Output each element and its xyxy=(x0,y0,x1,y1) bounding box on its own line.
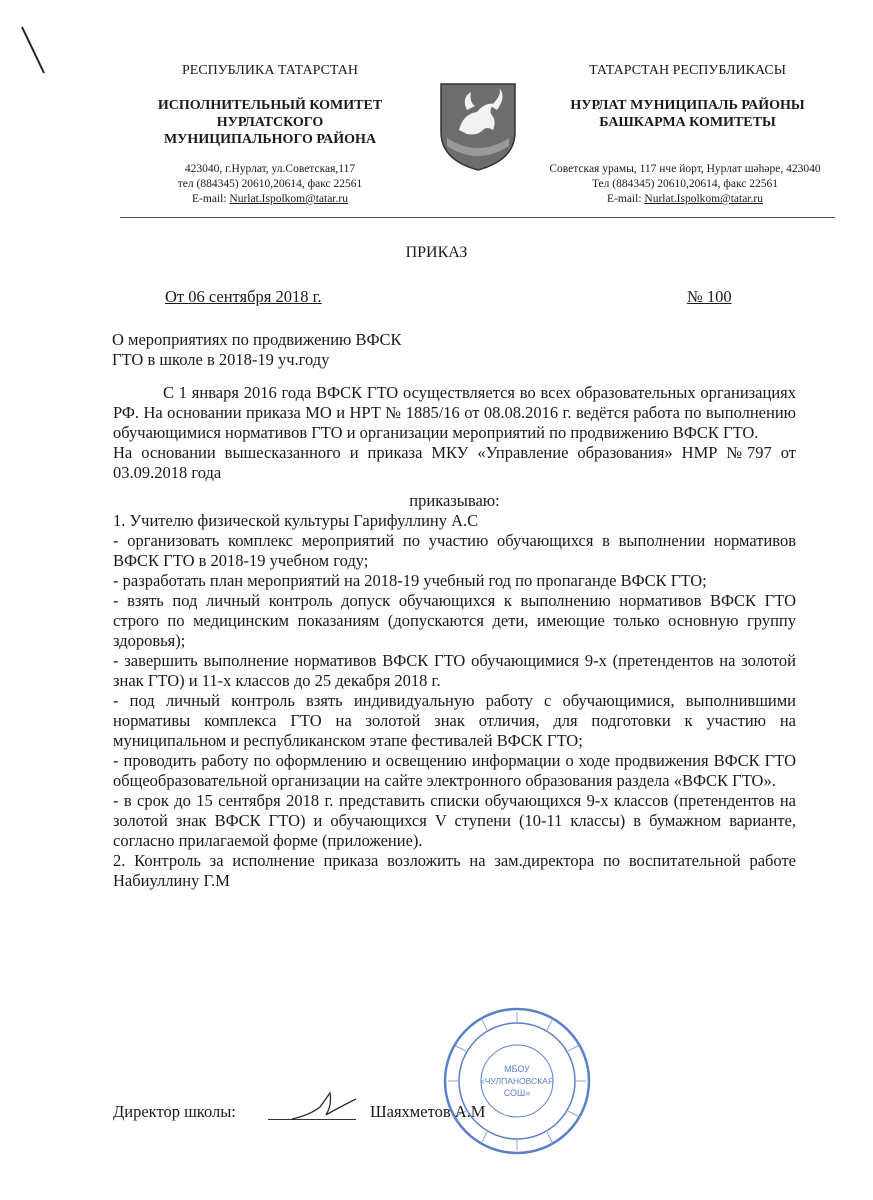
item-1-point: - в срок до 15 сентября 2018 г. представить списки обучающихся 9-х классов (претендентов на золотой знак ВФСК ГТО) и обучающихся V ступени (10-11 классы) в бумажном варианте, согласно прилагаемой форме (приложение). xyxy=(113,791,796,850)
order-body xyxy=(113,383,796,891)
order-subject xyxy=(112,330,402,370)
stamp-line-1: МБОУ xyxy=(504,1064,530,1074)
school-stamp xyxy=(442,1006,592,1156)
right-org-line-2: БАШКАРМА КОМИТЕТЫ xyxy=(599,115,776,130)
subject-line-2: ГТО в школе в 2018-19 уч.году xyxy=(112,350,330,369)
item-1-point: - организовать комплекс мероприятий по участию обучающихся в выполнении нормативов ВФСК ГТО в 2018-19 учебном году; xyxy=(113,531,796,570)
left-email-label: E-mail: xyxy=(192,193,230,205)
document-title: ПРИКАЗ xyxy=(405,244,468,261)
left-email-line xyxy=(120,192,420,207)
item-1-point: - разработать план мероприятий на 2018-19 учебный год по пропаганде ВФСК ГТО; xyxy=(113,571,707,590)
order-date: От 06 сентября 2018 г. xyxy=(165,287,322,306)
left-address: 423040, г.Нурлат, ул.Советская,117 xyxy=(184,163,356,175)
item-2: 2. Контроль за исполнение приказа возложить на зам.директора по воспитательной работе Набиуллину Г.М xyxy=(113,851,796,890)
left-contacts xyxy=(120,162,420,207)
left-org-line-1: ИСПОЛНИТЕЛЬНЫЙ КОМИТЕТ xyxy=(157,98,383,113)
item-1-point: - взять под личный контроль допуск обучающихся к выполнению нормативов ВФСК ГТО строго по медицинским показаниям (допускаются дети, имеющие только основную группу здоровья); xyxy=(113,591,796,650)
left-email-link[interactable]: Nurlat.Ispolkom@tatar.ru xyxy=(229,193,348,205)
stamp-line-3: СОШ» xyxy=(503,1088,531,1098)
left-phone: тел (884345) 20610,20614, факс 22561 xyxy=(177,178,363,190)
left-org-line-3: МУНИЦИПАЛЬНОГО РАЙОНА xyxy=(163,132,377,147)
right-org-line-1: НУРЛАТ МУНИЦИПАЛЬ РАЙОНЫ xyxy=(570,98,805,113)
left-org-line-2: НУРЛАТСКОГО xyxy=(216,115,324,130)
signature-name: Шаяхметов А.М xyxy=(370,1102,486,1121)
signature-label: Директор школы: xyxy=(113,1102,236,1121)
item-1-point: - проводить работу по оформлению и освещению информации о ходе продвижения ВФСК ГТО общеобразовательной организации на сайте электронного образования раздела «ВФСК ГТО». xyxy=(113,751,796,790)
handwritten-signature xyxy=(290,1085,360,1125)
item-1-point: - завершить выполнение нормативов ВФСК ГТО обучающимися 9-х (претендентов на золотой знак ГТО) и 11-х классов до 25 декабря 2018 г. xyxy=(113,651,796,690)
right-republic: ТАТАРСТАН РЕСПУБЛИКАСЫ xyxy=(589,63,786,78)
stamp-line-2: «ЧУЛПАНОВСКАЯ xyxy=(480,1076,554,1086)
right-address: Советская урамы, 117 нче йорт, Нурлат шәһәре, 423040 xyxy=(549,163,821,175)
right-org xyxy=(535,97,840,131)
left-republic: РЕСПУБЛИКА ТАТАРСТАН xyxy=(181,63,358,78)
right-email-link[interactable]: Nurlat.Ispolkom@tatar.ru xyxy=(644,193,763,205)
item-1-title: 1. Учителю физической культуры Гарифуллину А.С xyxy=(113,511,479,530)
right-phone: Тел (884345) 20610,20614, факс 22561 xyxy=(591,178,779,190)
right-email-label: E-mail: xyxy=(607,193,645,205)
item-1-point: - под личный контроль взять индивидуальную работу с обучающимися, выполнившими нормативы комплекса ГТО на золотой знак отличия, для подготовки к участию на муниципальном и республиканском этапе фестивалей ВФСК ГТО; xyxy=(113,691,796,750)
right-email-line xyxy=(530,192,840,207)
left-org xyxy=(120,97,420,148)
intro-paragraph: С 1 января 2016 года ВФСК ГТО осуществляется во всех образовательных организациях РФ. На основании приказа МО и НРТ № 1885/16 от 08.08.2016 г. ведётся работа по выполнению обучающимися нормативов ГТО и организации мероприятий по продвижению ВФСК ГТО. xyxy=(113,383,796,442)
subject-line-1: О мероприятиях по продвижению ВФСК xyxy=(112,330,402,349)
order-word: приказываю: xyxy=(409,491,500,510)
order-number: № 100 xyxy=(687,287,732,306)
pen-scratch xyxy=(18,24,48,76)
header-divider xyxy=(120,217,835,218)
right-contacts xyxy=(530,162,840,207)
basis-paragraph: На основании вышесказанного и приказа МКУ «Управление образования» НМР №797 от 03.09.2018 года xyxy=(113,443,796,482)
coat-of-arms-icon xyxy=(437,80,519,172)
